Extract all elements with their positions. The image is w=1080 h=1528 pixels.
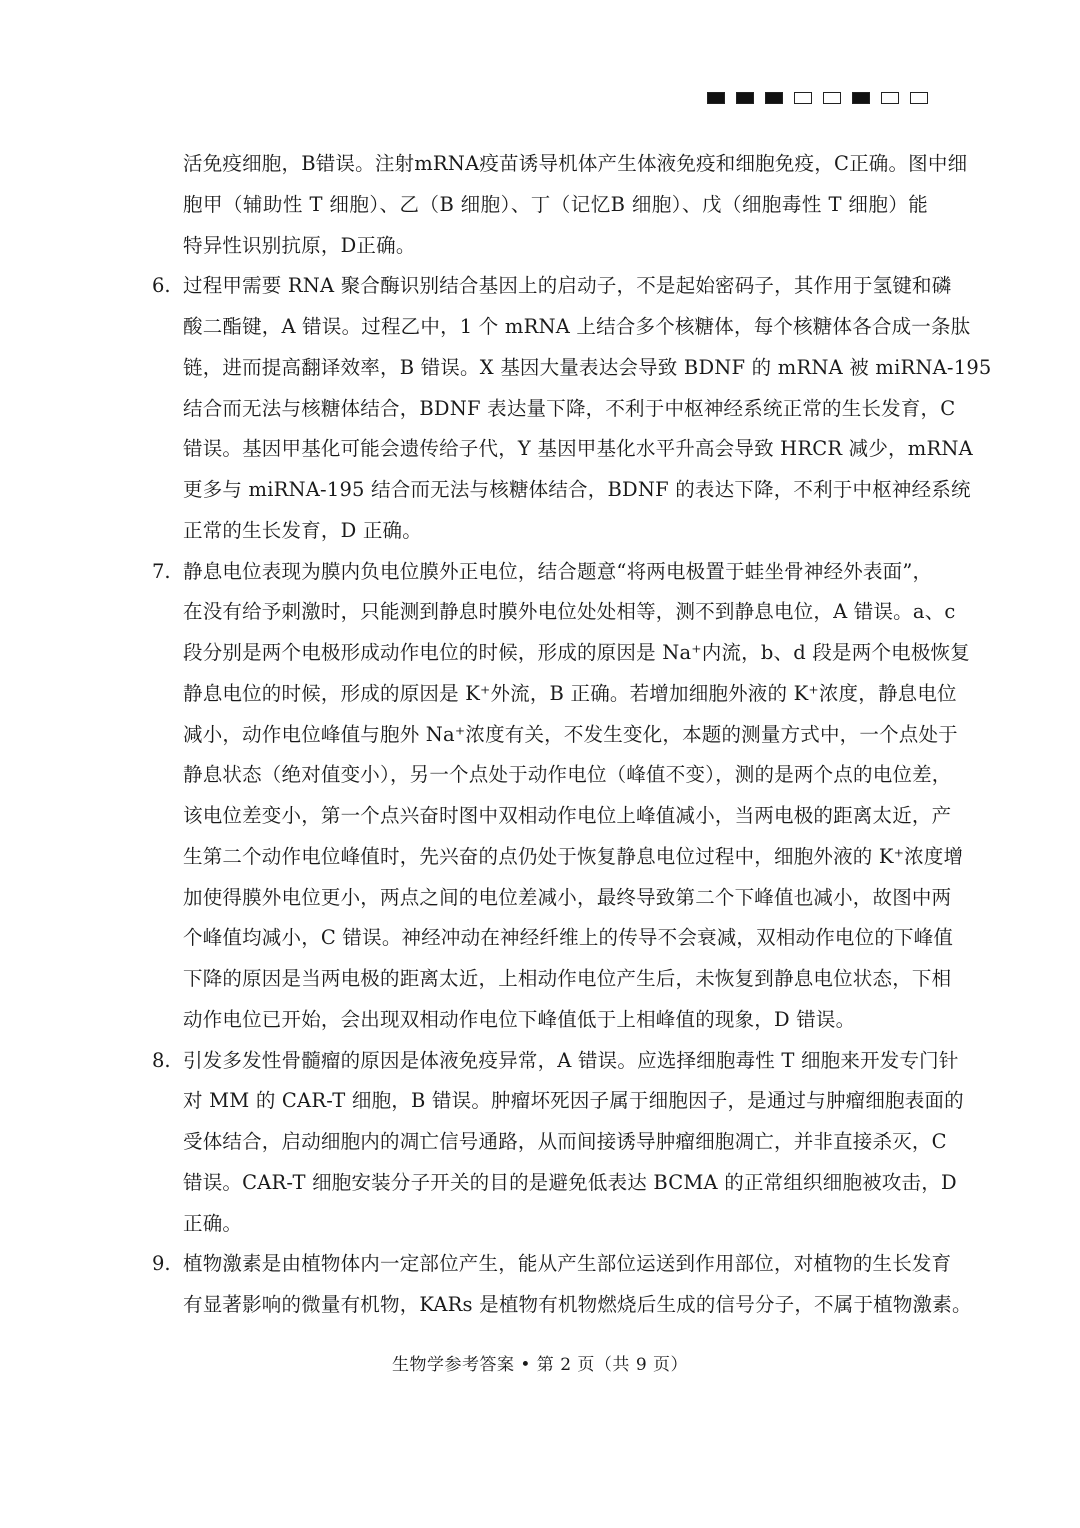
text-line: 该电位差变小，第一个点兴奋时图中双相动作电位上峰值减小，当两电极的距离太近，产 bbox=[183, 804, 952, 827]
text-line: 错误。基因甲基化可能会遗传给子代，Y 基因甲基化水平升高会导致 HRCR 减少，mRNA bbox=[183, 437, 973, 460]
header-mark-2 bbox=[736, 92, 754, 104]
text-line: 减小，动作电位峰值与胞外 Na⁺浓度有关，不发生变化，本题的测量方式中，一个点处于 bbox=[183, 723, 958, 746]
text-line: 植物激素是由植物体内一定部位产生，能从产生部位运送到作用部位，对植物的生长发育 bbox=[183, 1252, 952, 1275]
header-mark-3 bbox=[765, 92, 783, 104]
header-mark-4 bbox=[794, 92, 812, 104]
text-line: 生第二个动作电位峰值时，先兴奋的点仍处于恢复静息电位过程中，细胞外液的 K⁺浓度增 bbox=[183, 845, 964, 868]
header-mark-6 bbox=[852, 92, 870, 104]
text-line: 引发多发性骨髓瘤的原因是体液免疫异常，A 错误。应选择细胞毒性 T 细胞来开发专门针 bbox=[183, 1049, 959, 1072]
text-line: 错误。CAR-T 细胞安装分子开关的目的是避免低表达 BCMA 的正常组织细胞被攻击，D bbox=[183, 1171, 957, 1194]
text-line: 链，进而提高翻译效率，B 错误。X 基因大量表达会导致 BDNF 的 mRNA 被 miRNA-195 bbox=[183, 356, 992, 379]
text-line: 动作电位已开始，会出现双相动作电位下峰值低于上相峰值的现象，D 错误。 bbox=[183, 1008, 856, 1031]
header-mark-1 bbox=[707, 92, 725, 104]
text-line: 有显著影响的微量有机物，KARs 是植物有机物燃烧后生成的信号分子，不属于植物激素。 bbox=[183, 1293, 972, 1316]
text-line: 加使得膜外电位更小，两点之间的电位差减小，最终导致第二个下峰值也减小，故图中两 bbox=[183, 886, 952, 909]
text-line: 段分别是两个电极形成动作电位的时候，形成的原因是 Na⁺内流，b、d 段是两个电极恢复 bbox=[183, 641, 970, 664]
text-line: 静息状态（绝对值变小），另一个点处于动作电位（峰值不变），测的是两个点的电位差， bbox=[183, 763, 952, 786]
question-number: 7. bbox=[152, 560, 171, 583]
text-line: 在没有给予刺激时，只能测到静息时膜外电位处处相等，测不到静息电位，A 错误。a、c bbox=[183, 600, 956, 623]
header-mark-7 bbox=[881, 92, 899, 104]
text-line: 下降的原因是当两电极的距离太近，上相动作电位产生后，未恢复到静息电位状态，下相 bbox=[183, 967, 952, 990]
header-page-marks bbox=[707, 92, 928, 104]
text-line: 酸二酯键，A 错误。过程乙中，1 个 mRNA 上结合多个核糖体，每个核糖体各合成一条肽 bbox=[183, 315, 971, 338]
text-line: 正常的生长发育，D 正确。 bbox=[183, 519, 422, 542]
text-line: 胞甲（辅助性 T 细胞）、乙（B 细胞）、丁（记忆B 细胞）、戊（细胞毒性 T 细胞）能 bbox=[183, 193, 928, 216]
text-line: 正确。 bbox=[183, 1212, 243, 1235]
text-line: 特异性识别抗原，D正确。 bbox=[183, 234, 416, 257]
text-line: 个峰值均减小，C 错误。神经冲动在神经纤维上的传导不会衰减，双相动作电位的下峰值 bbox=[183, 926, 954, 949]
header-mark-8 bbox=[910, 92, 928, 104]
text-line: 过程甲需要 RNA 聚合酶识别结合基因上的启动子，不是起始密码子，其作用于氢键和磷 bbox=[183, 274, 952, 297]
header-mark-5 bbox=[823, 92, 841, 104]
text-line: 静息电位表现为膜内负电位膜外正电位，结合题意“将两电极置于蛙坐骨神经外表面”， bbox=[183, 560, 933, 583]
question-number: 9. bbox=[152, 1252, 171, 1275]
text-line: 结合而无法与核糖体结合，BDNF 表达量下降，不利于中枢神经系统正常的生长发育，C bbox=[183, 397, 956, 420]
question-number: 8. bbox=[152, 1049, 171, 1072]
text-line: 静息电位的时候，形成的原因是 K⁺外流，B 正确。若增加细胞外液的 K⁺浓度，静息电位 bbox=[183, 682, 957, 705]
text-line: 对 MM 的 CAR-T 细胞，B 错误。肿瘤坏死因子属于细胞因子，是通过与肿瘤细胞表面的 bbox=[183, 1089, 964, 1112]
text-line: 受体结合，启动细胞内的凋亡信号通路，从而间接诱导肿瘤细胞凋亡，并非直接杀灭，C bbox=[183, 1130, 947, 1153]
question-number: 6. bbox=[152, 274, 171, 297]
page-footer: 生物学参考答案 • 第 2 页（共 9 页） bbox=[391, 1355, 689, 1375]
text-line: 活免疫细胞，B错误。注射mRNA疫苗诱导机体产生体液免疫和细胞免疫，C正确。图中细 bbox=[183, 152, 968, 175]
text-line: 更多与 miRNA-195 结合而无法与核糖体结合，BDNF 的表达下降，不利于中枢神经系统 bbox=[183, 478, 971, 501]
